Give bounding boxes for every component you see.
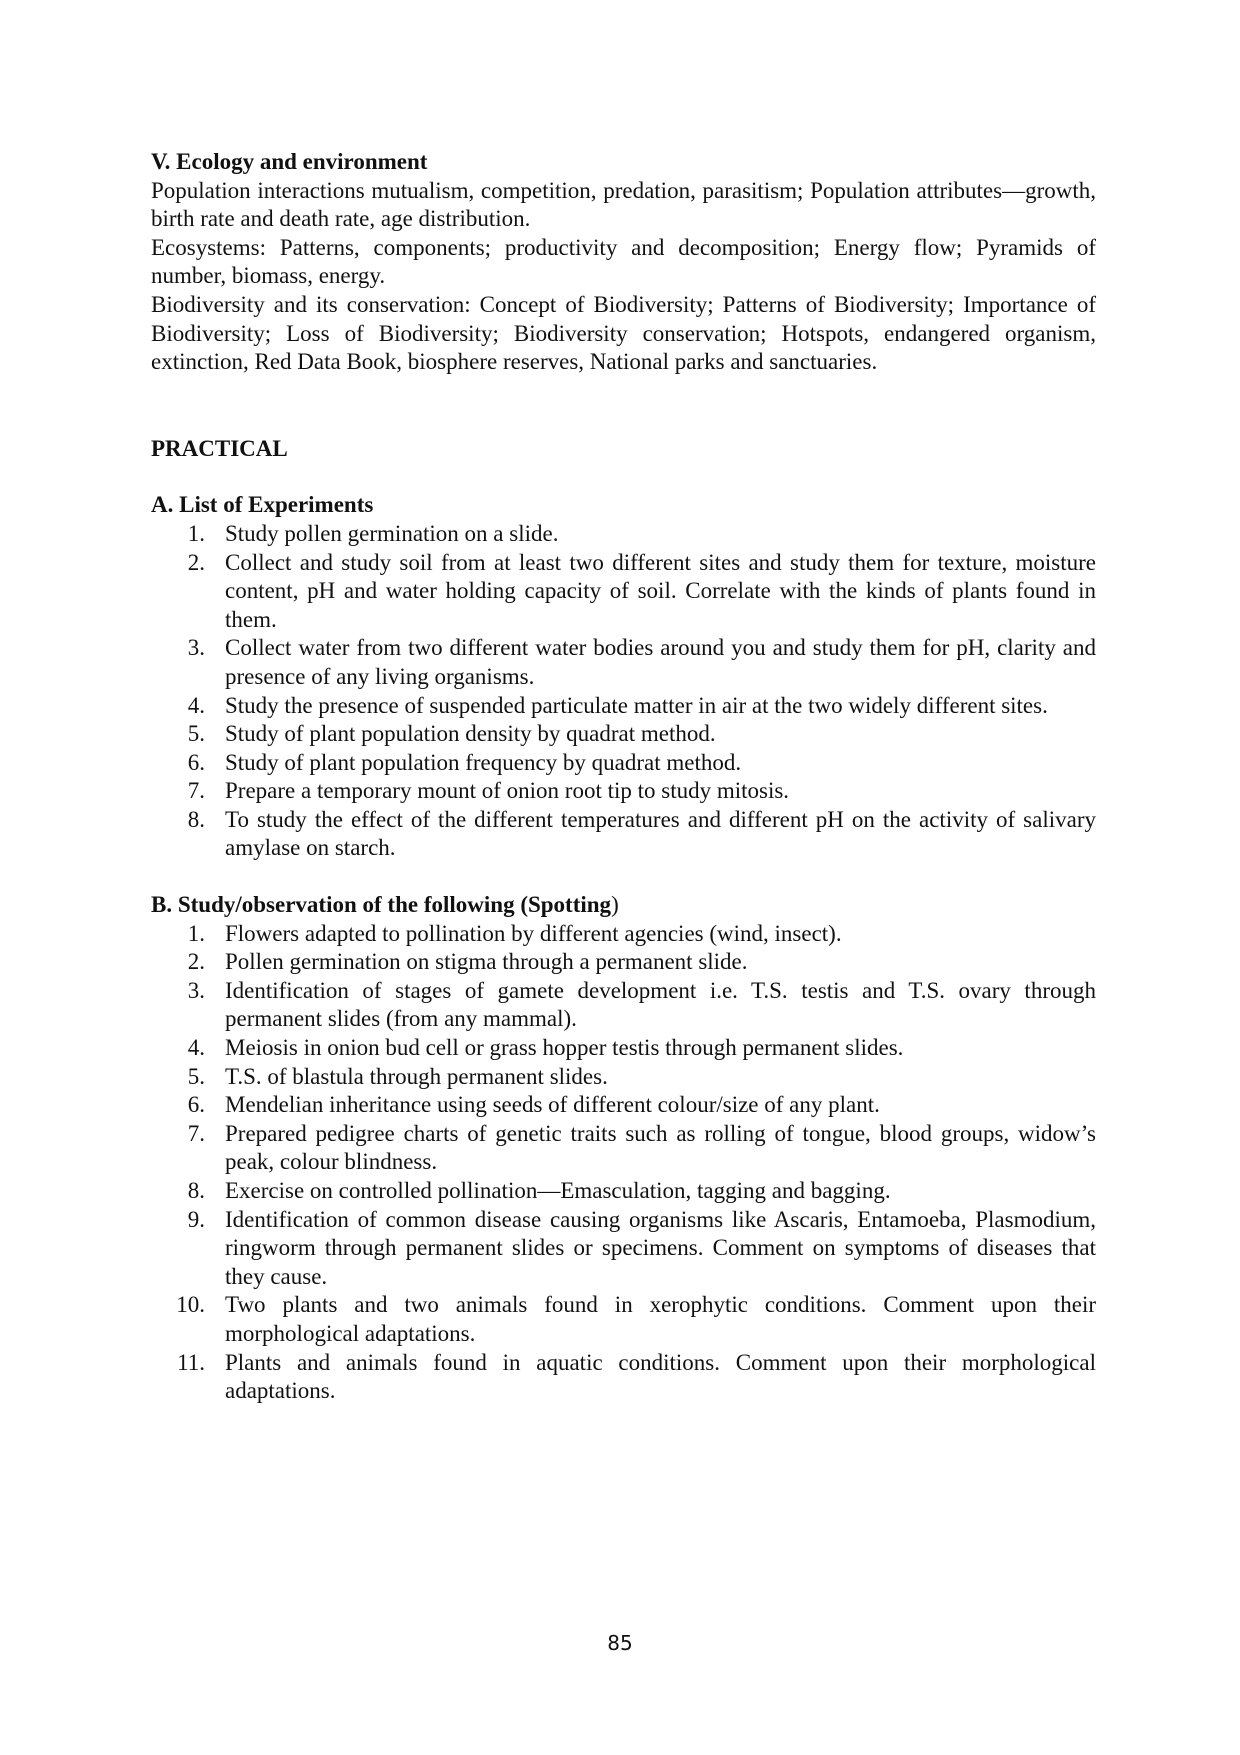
list-item xyxy=(151,948,1096,977)
list-item xyxy=(151,1063,1096,1092)
list-text: Study of plant population frequency by quadrat method. xyxy=(225,749,742,775)
list-text: Pollen germination on stigma through a permanent slide. xyxy=(225,949,748,975)
list-text: Prepare a temporary mount of onion root tip to study mitosis. xyxy=(225,778,790,804)
list-number: 6. xyxy=(187,749,205,775)
list-item xyxy=(151,692,1096,721)
list-number: 3. xyxy=(187,635,205,661)
list-text: Meiosis in onion bud cell or grass hopper testis through permanent slides. xyxy=(225,1035,904,1061)
list-number: 4. xyxy=(187,1035,205,1061)
experiment-list xyxy=(151,520,1096,863)
list-item xyxy=(151,549,1096,635)
practical-heading: PRACTICAL xyxy=(151,435,288,461)
list-text: Exercise on controlled pollination—Emasculation, tagging and bagging. xyxy=(225,1178,891,1203)
list-item xyxy=(151,1206,1096,1292)
list-item xyxy=(151,1120,1096,1177)
section-list-of-experiments xyxy=(151,491,1096,863)
list-number: 2. xyxy=(187,549,205,575)
list-number: 5. xyxy=(187,1063,205,1089)
list-number: 1. xyxy=(187,920,205,946)
list-number: 11. xyxy=(177,1349,205,1375)
list-item xyxy=(151,720,1096,749)
list-number: 6. xyxy=(187,1092,205,1118)
list-item xyxy=(151,1291,1096,1348)
list-item xyxy=(151,1091,1096,1120)
list-item xyxy=(151,977,1096,1034)
paragraph: Population interactions mutualism, competition, predation, parasitism; Population attributes—growth, birth rate and death rate, age distribution. xyxy=(151,177,1096,232)
list-text: Collect water from two different water bodies around you and study them for pH, clarity and presence of any living organisms. xyxy=(225,635,1096,689)
list-text: Mendelian inheritance using seeds of different colour/size of any plant. xyxy=(225,1092,880,1118)
list-number: 3. xyxy=(187,977,205,1003)
list-text: To study the effect of the different temperatures and different pH on the activity of salivary amylase on starch. xyxy=(225,806,1096,861)
section-ecology xyxy=(151,148,1096,377)
section-spotting xyxy=(151,891,1096,1406)
spacer xyxy=(151,863,1096,891)
list-text: Identification of stages of gamete development i.e. T.S. testis and T.S. ovary through permanent slides (from any mammal). xyxy=(225,977,1096,1032)
list-item xyxy=(151,1034,1096,1063)
section-heading: A. List of Experiments xyxy=(151,492,374,518)
list-number: 4. xyxy=(187,692,205,718)
page-number: 85 xyxy=(607,1631,633,1655)
list-number: 7. xyxy=(187,1120,205,1146)
heading-tail: ) xyxy=(611,892,619,918)
list-item xyxy=(151,777,1096,806)
list-text: Plants and animals found in aquatic conditions. Comment upon their morphological adaptations. xyxy=(225,1349,1096,1404)
list-item xyxy=(151,749,1096,778)
paragraph: Biodiversity and its conservation: Concept of Biodiversity; Patterns of Biodiversity; Importance of Biodiversity; Loss of Biodiversity; Biodiversity conservation; Hotspots, endangered organism, extinction, Red Data Book, biosphere reserves, National parks and sanctuaries. xyxy=(151,291,1096,375)
list-text: T.S. of blastula through permanent slides. xyxy=(225,1063,608,1089)
section-heading xyxy=(151,891,1096,920)
list-text: Study pollen germination on a slide. xyxy=(225,520,559,546)
list-text: Identification of common disease causing organisms like Ascaris, Entamoeba, Plasmodium, ringworm through permanent slides or specimens. Comment on symptoms of diseases that they cause. xyxy=(225,1206,1096,1289)
list-number: 5. xyxy=(187,721,205,747)
page-content xyxy=(151,148,1096,1406)
list-number: 2. xyxy=(187,949,205,975)
list-item xyxy=(151,920,1096,949)
list-item xyxy=(151,1349,1096,1406)
list-text: Collect and study soil from at least two different sites and study them for texture, moisture content, pH and water holding capacity of soil. Correlate with the kinds of plants found in them. xyxy=(225,549,1096,632)
list-item xyxy=(151,520,1096,549)
list-text: Prepared pedigree charts of genetic traits such as rolling of tongue, blood groups, widow’s peak, colour blindness. xyxy=(225,1120,1096,1175)
list-item xyxy=(151,1177,1096,1206)
spacer xyxy=(151,463,1096,491)
list-number: 8. xyxy=(187,806,205,832)
spacer xyxy=(151,377,1096,435)
list-text: Two plants and two animals found in xerophytic conditions. Comment upon their morphological adaptations. xyxy=(225,1292,1096,1346)
section-heading: V. Ecology and environment xyxy=(151,149,428,174)
list-item xyxy=(151,806,1096,863)
list-number: 9. xyxy=(187,1206,205,1232)
list-number: 7. xyxy=(187,778,205,804)
list-number: 1. xyxy=(187,520,205,546)
list-text: Study the presence of suspended particulate matter in air at the two widely different sites. xyxy=(225,692,1048,718)
paragraph: Ecosystems: Patterns, components; productivity and decomposition; Energy flow; Pyramids of number, biomass, energy. xyxy=(151,234,1096,289)
list-number: 8. xyxy=(187,1178,205,1203)
list-text: Study of plant population density by quadrat method. xyxy=(225,721,716,747)
list-text: Flowers adapted to pollination by different agencies (wind, insect). xyxy=(225,920,842,946)
list-item xyxy=(151,634,1096,691)
list-number: 10. xyxy=(176,1292,205,1318)
spotting-list xyxy=(151,920,1096,1406)
heading-bold-part: B. Study/observation of the following (Spotting xyxy=(151,892,612,918)
